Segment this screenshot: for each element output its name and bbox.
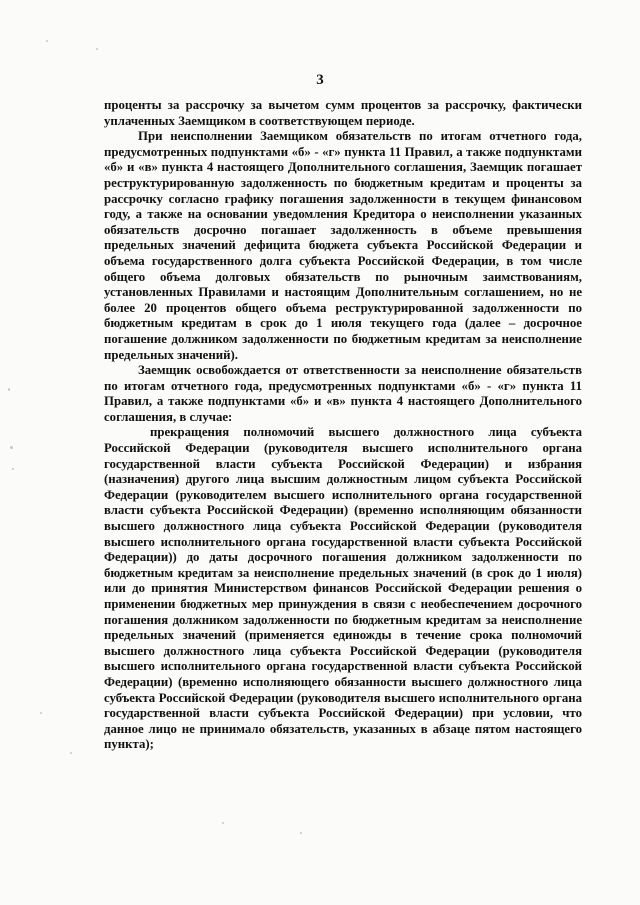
scan-speck — [46, 40, 48, 42]
paragraph-continuation: проценты за рассрочку за вычетом сумм процентов за рассрочку, фактически уплаченных Заемщиком в соответствующем периоде. — [104, 98, 582, 128]
scan-speck — [70, 752, 72, 754]
scan-speck — [40, 712, 42, 714]
paragraph-nonfulfillment: При неисполнении Заемщиком обязательств по итогам отчетного года, предусмотренных подпунктами «б» - «г» пункта 11 Правил, а также подпунктами «б» и «в» пункта 4 настоящего Дополнительного соглашения, Заемщик погашает реструктурированную задолженность по бюджетным кредитам и проценты за рассрочку согласно графику погашения задолженности в текущем финансовом году, а также на основании уведомления Кредитора о неисполнении указанных обязательств досрочно погашает задолженность в объеме превышения предельных значений дефицита бюджета субъекта Российской Федерации и объема государственного долга субъекта Российской Федерации, в том числе общего объема долговых обязательств по рыночным заимствованиям, установленных Правилами и настоящим Дополнительным соглашением, но не более 20 процентов общего объема реструктурированной задолженности по бюджетным кредитам в срок до 1 июля текущего года (далее – досрочное погашение должником задолженности по бюджетным кредитам за неисполнение предельных значений). — [104, 129, 582, 362]
paragraph-termination-of-powers: прекращения полномочий высшего должностного лица субъекта Российской Федерации (руководителя высшего исполнительного органа государственной власти субъекта Российской Федерации) и избрания (назначения) другого лица высшим должностным лицом субъекта Российской Федерации (руководителем высшего исполнительного органа государственной власти субъекта Российской Федерации) (временно исполняющим обязанности высшего должностного лица субъекта Российской Федерации (руководителя высшего исполнительного органа государственной власти субъекта Российской Федерации)) до даты досрочного погашения должником задолженности по бюджетным кредитам за неисполнение предельных значений (в срок до 1 июля) или до принятия Министерством финансов Российской Федерации решения о применении бюджетных мер принуждения в связи с необеспечением досрочного погашения должником задолженности по бюджетным кредитам за неисполнение предельных значений (применяется единожды в течение срока полномочий высшего должностного лица субъекта Российской Федерации (руководителя высшего исполнительного органа государственной власти субъекта Российской Федерации) (временно исполняющего обязанности высшего должностного лица субъекта Российской Федерации (руководителя высшего исполнительного органа государственной власти субъекта Российской Федерации) при условии, что данное лицо не принимало обязательств, указанных в абзаце пятом настоящего пункта); — [104, 425, 582, 752]
page-number: 3 — [316, 72, 324, 88]
scan-speck — [96, 48, 98, 50]
scan-speck — [8, 388, 10, 391]
scan-speck — [222, 822, 224, 824]
scan-speck — [12, 468, 14, 470]
paragraph-exemption: Заемщик освобождается от ответственности за неисполнение обязательств по итогам отчетного года, предусмотренных подпунктами «б» - «г» пункта 11 Правил, а также подпунктами «б» и «в» пункта 4 настоящего Дополнительного соглашения, в случае: — [104, 363, 582, 424]
document-body — [104, 98, 582, 753]
scan-speck — [300, 832, 302, 834]
scan-speck — [10, 446, 13, 449]
